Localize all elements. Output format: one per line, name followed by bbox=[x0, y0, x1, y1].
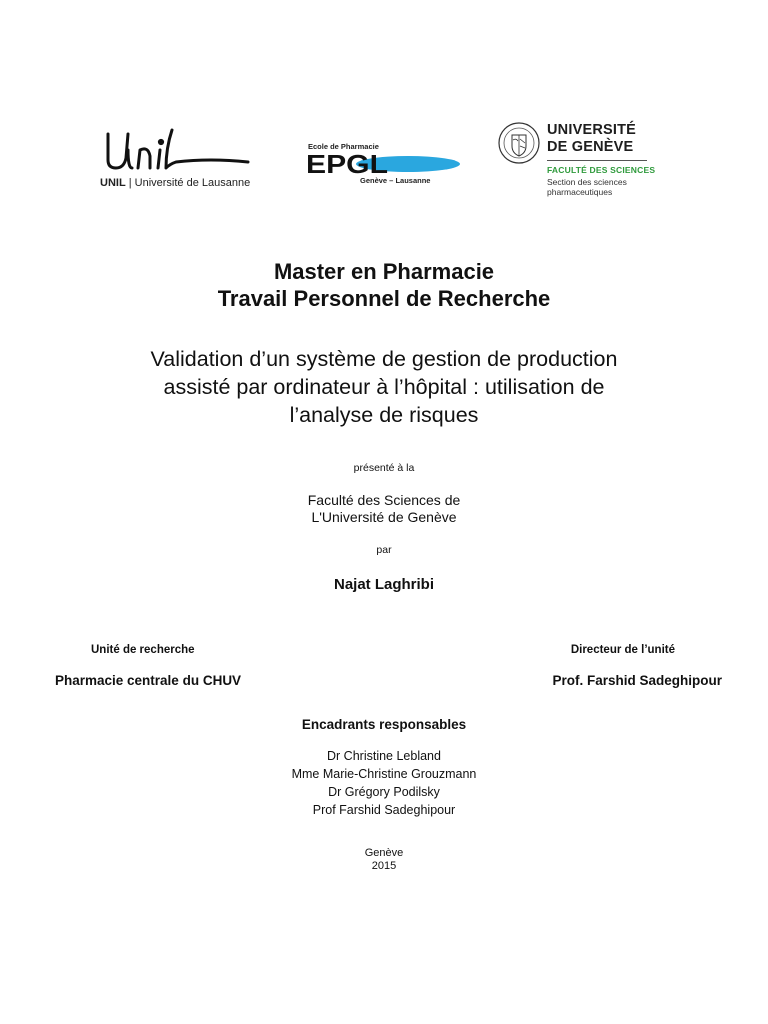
supervisor-name: Dr Christine Lebland bbox=[327, 749, 441, 763]
faculty-line1: Faculté des Sciences de bbox=[307, 492, 461, 508]
subtitle-line2: assisté par ordinateur à l’hôpital : utilisation de bbox=[163, 375, 605, 399]
epgl-wordmark-icon bbox=[304, 150, 460, 176]
supervisor-name: Dr Grégory Podilsky bbox=[328, 785, 440, 799]
unige-name-line1: UNIVERSITÉ bbox=[547, 122, 637, 138]
epgl-logo bbox=[304, 140, 460, 188]
unil-logo bbox=[100, 128, 280, 192]
unige-seal-icon bbox=[498, 122, 540, 164]
epgl-top-text: Ecole de Pharmacie bbox=[308, 142, 379, 151]
supervisor-name: Mme Marie-Christine Grouzmann bbox=[291, 767, 477, 781]
unit-director-value: Prof. Farshid Sadeghipour bbox=[552, 673, 722, 688]
unige-name bbox=[547, 122, 636, 156]
author-name: Najat Laghribi bbox=[333, 576, 434, 593]
by-label: par bbox=[376, 544, 392, 556]
unil-caption-bold: UNIL bbox=[100, 177, 126, 189]
place: Genève bbox=[364, 847, 404, 859]
faculty-block bbox=[0, 492, 768, 526]
unige-logo bbox=[498, 120, 658, 204]
thesis-subtitle bbox=[0, 345, 768, 429]
unige-divider bbox=[547, 160, 647, 161]
supervisors-list bbox=[0, 747, 768, 819]
research-unit-value: Pharmacie centrale du CHUV bbox=[55, 673, 242, 688]
title-line2: Travail Personnel de Recherche bbox=[217, 286, 551, 311]
unil-caption-rest: | Université de Lausanne bbox=[125, 177, 251, 189]
unit-director-label: Directeur de l’unité bbox=[570, 644, 675, 656]
epgl-bottom-text: Genève – Lausanne bbox=[360, 176, 431, 185]
subtitle-line3: l’analyse de risques bbox=[289, 403, 479, 427]
title-line1: Master en Pharmacie bbox=[273, 259, 495, 284]
unil-caption bbox=[100, 177, 250, 189]
unige-faculty: FACULTÉ DES SCIENCES bbox=[547, 165, 656, 175]
year: 2015 bbox=[371, 860, 397, 872]
svg-text:EPGL: EPGL bbox=[306, 150, 389, 176]
faculty-line2: L'Université de Genève bbox=[311, 509, 457, 525]
supervisor-name: Prof Farshid Sadeghipour bbox=[312, 803, 456, 817]
unil-wordmark-icon bbox=[100, 128, 250, 174]
unige-name-line2: DE GENÈVE bbox=[547, 139, 634, 155]
place-date bbox=[0, 847, 768, 873]
supervisors-title: Encadrants responsables bbox=[301, 717, 467, 732]
subtitle-line1: Validation d’un système de gestion de production bbox=[150, 347, 618, 371]
research-unit-label: Unité de recherche bbox=[91, 644, 195, 656]
presented-to: présenté à la bbox=[353, 462, 415, 474]
unige-section: Section des sciences pharmaceutiques bbox=[547, 177, 627, 197]
